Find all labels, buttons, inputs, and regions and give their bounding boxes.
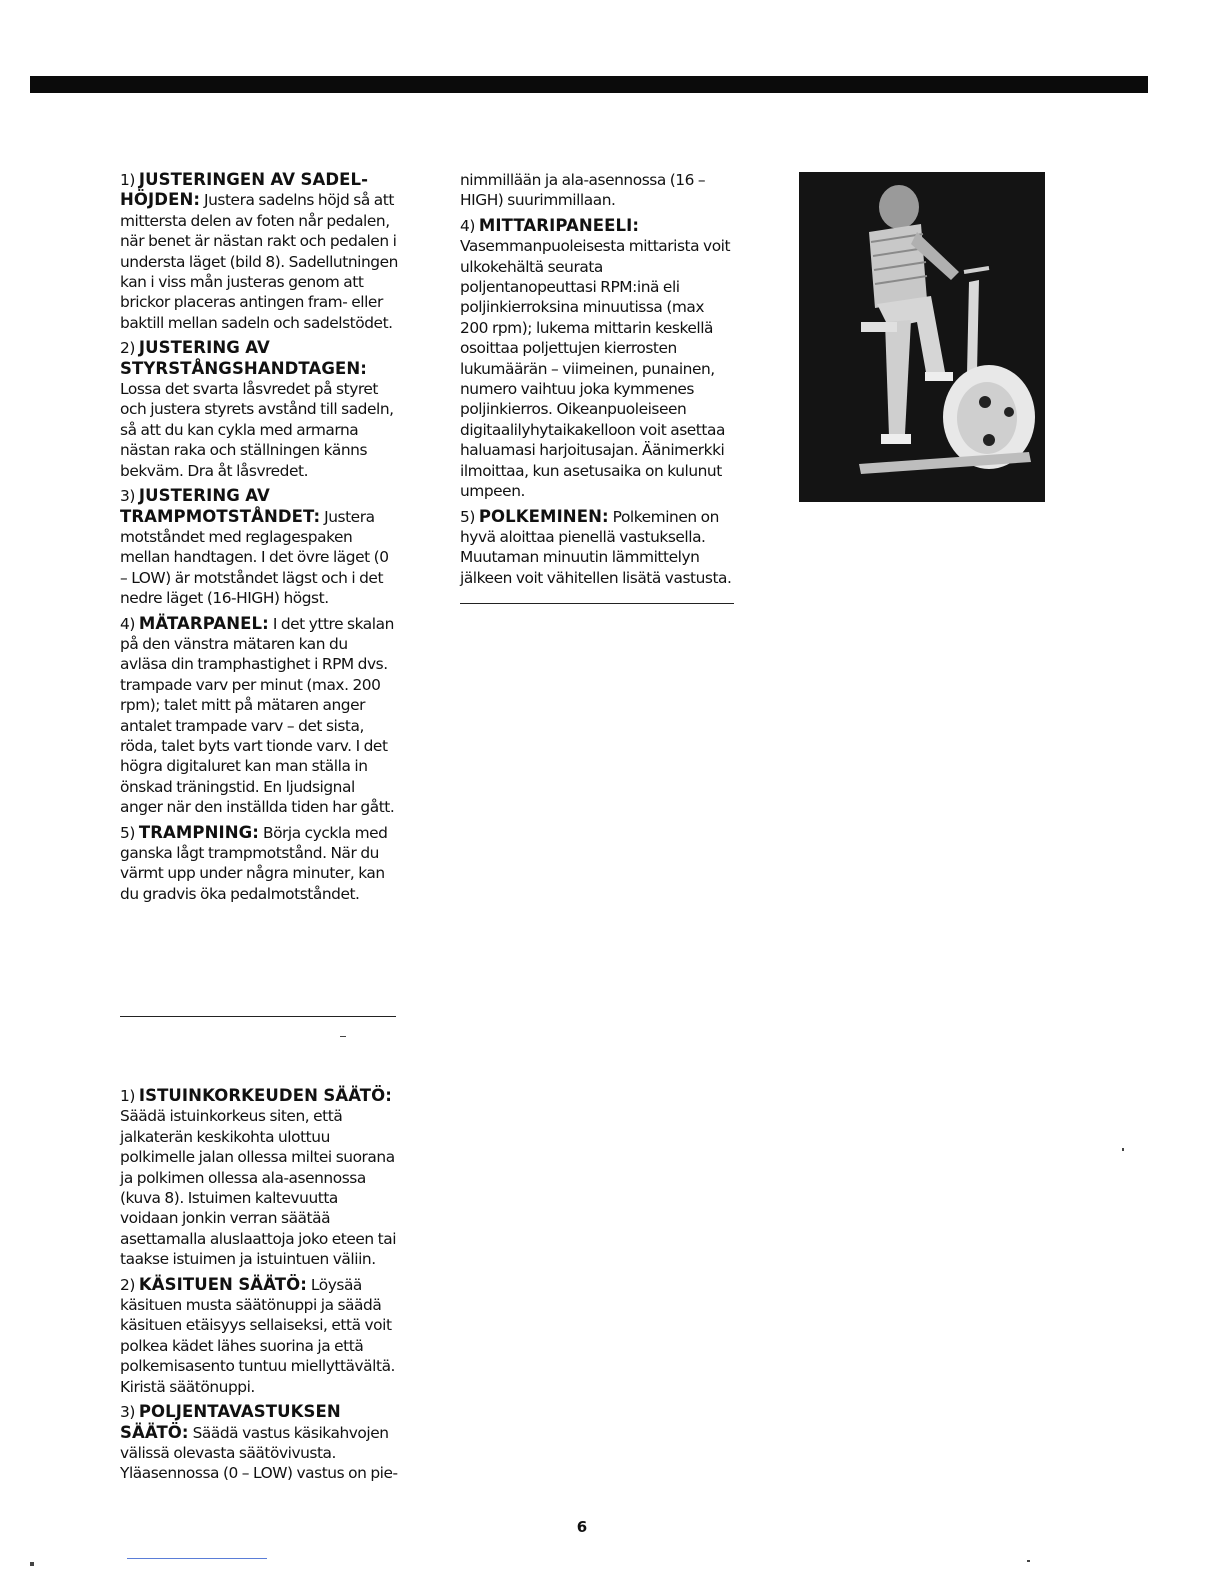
fi-section-2: 2) KÄSITUEN SÄÄTÖ: Löysää käsituen musta säätönuppi ja säädä käsituen etäisyys sellaiseksi, että voit polkea kädet lähes suorina ja että polkemisasento tuntuu miellyttävältä. Kiristä säätönuppi. [120, 1274, 395, 1396]
fi-heading-5: POLKEMINEN: [478, 506, 609, 526]
sv-section-3: 3) JUSTERING AV TRAMPMOTSTÅNDET: Justera motståndet med reglagespaken mellan handtagen. I det övre läget (0 – LOW) är motståndet lägst och i det nedre läget (16-HIGH) högst. [120, 486, 389, 608]
sv-section-1: 1) JUSTERINGEN AV SADEL-HÖJDEN: Justera sadelns höjd så att mittersta delen av foten når pedalen, när benet är nästan rakt och pedalen i understa läget (bild 8). Sadellutningen kan i viss mån justeras genom att brickor placeras antingen fram- eller baktill mellan sadeln och sadelstödet. [120, 170, 398, 332]
fi-section-3: 3) POLJENTAVASTUKSEN SÄÄTÖ: Säädä vastus käsikahvojen välissä olevasta säätövivusta. Yläasennossa (0 – LOW) vastus on pie- [120, 1402, 398, 1483]
finnish-instructions-part1 [120, 1086, 398, 1489]
fi-heading-3: POLJENTAVASTUKSEN SÄÄTÖ: [120, 1402, 341, 1442]
exercise-bike-illustration [799, 172, 1045, 502]
fi-heading-4: MITTARIPANEELI: [478, 215, 640, 235]
page-number: 6 [576, 1518, 588, 1536]
scan-speck [30, 1562, 34, 1566]
top-black-bar [30, 76, 1148, 93]
swedish-instructions [120, 170, 398, 909]
divider-rule-middle [460, 603, 734, 604]
sv-section-4: 4) MÄTARPANEL: I det yttre skalan på den vänstra mätaren kan du avläsa din tramphastighet i RPM dvs. trampade varv per minut (max. 200 rpm); talet mitt på mätaren anger antalet trampade varv – det sista, röda, talet byts vart tionde varv. I det högra digitaluret kan man ställa in önskad träningstid. En ljudsignal anger när den inställda tiden har gått. [120, 613, 395, 817]
scan-speck [1027, 1560, 1030, 1562]
scan-speck [1122, 1148, 1124, 1151]
fi-section-5: 5) POLKEMINEN: Polkeminen on hyvä aloittaa pienellä vastuksella. Muutaman minuutin lämmittelyn jälkeen voit vähitellen lisätä vastusta. [460, 506, 732, 587]
fi-heading-2: KÄSITUEN SÄÄTÖ: [138, 1274, 307, 1294]
exercise-bike-photo [799, 172, 1045, 502]
sv-heading-4: MÄTARPANEL: [138, 613, 269, 633]
sv-heading-1: JUSTERINGEN AV SADEL-HÖJDEN: [120, 170, 369, 210]
bottom-blue-line [127, 1558, 267, 1559]
sv-section-5: 5) TRAMPNING: Börja cyckla med ganska lågt trampmotstånd. När du värmt upp under några minuter, kan du gradvis öka pedalmotståndet. [120, 822, 388, 903]
sv-heading-2: JUSTERING AV STYRSTÅNGSHANDTAGEN: [120, 338, 367, 378]
sv-section-2: 2) JUSTERING AV STYRSTÅNGSHANDTAGEN: Lossa det svarta låsvredet på styret och justera styrets avstånd till sadeln, så att du kan cykla med armarna nästan raka och ställningen känns bekväm. Dra åt låsvredet. [120, 338, 394, 480]
sv-heading-3: JUSTERING AV TRAMPMOTSTÅNDET: [120, 486, 321, 526]
sv-heading-5: TRAMPNING: [138, 822, 260, 842]
fi-section-1: 1) ISTUINKORKEUDEN SÄÄTÖ: Säädä istuinkorkeus siten, että jalkaterän keskikohta ulottuu polkimelle jalan ollessa miltei suorana ja polkimen ollessa ala-asennossa (kuva 8). Istuimen kaltevuutta voidaan jonkin verran säätää asettamalla aluslaattoja joko eteen tai taakse istuimen ja istuintuen väliin. [120, 1086, 397, 1269]
finnish-instructions-part2 [460, 170, 736, 593]
divider-rule-left [120, 1016, 396, 1017]
fi-continuation: nimmillään ja ala-asennossa (16 – HIGH) suurimmillaan. [460, 171, 706, 210]
scan-speck [340, 1036, 346, 1037]
fi-heading-1: ISTUINKORKEUDEN SÄÄTÖ: [138, 1086, 392, 1105]
fi-section-4: 4) MITTARIPANEELI: Vasemmanpuoleisesta mittarista voit ulkokehältä seurata poljentanopeuttasi RPM:inä eli poljinkierroksina minuutissa (max 200 rpm); lukema mittarin keskellä osoittaa poljettujen kierrosten lukumäärän – viimeinen, punainen, numero vaihtuu joka kymmenes poljinkierros. Oikeanpuoleiseen digitaalilyhytaikakelloon voit asettaa haluamasi harjoitusajan. Äänimerkki ilmoittaa, kun asetusaika on kulunut umpeen. [460, 215, 731, 501]
